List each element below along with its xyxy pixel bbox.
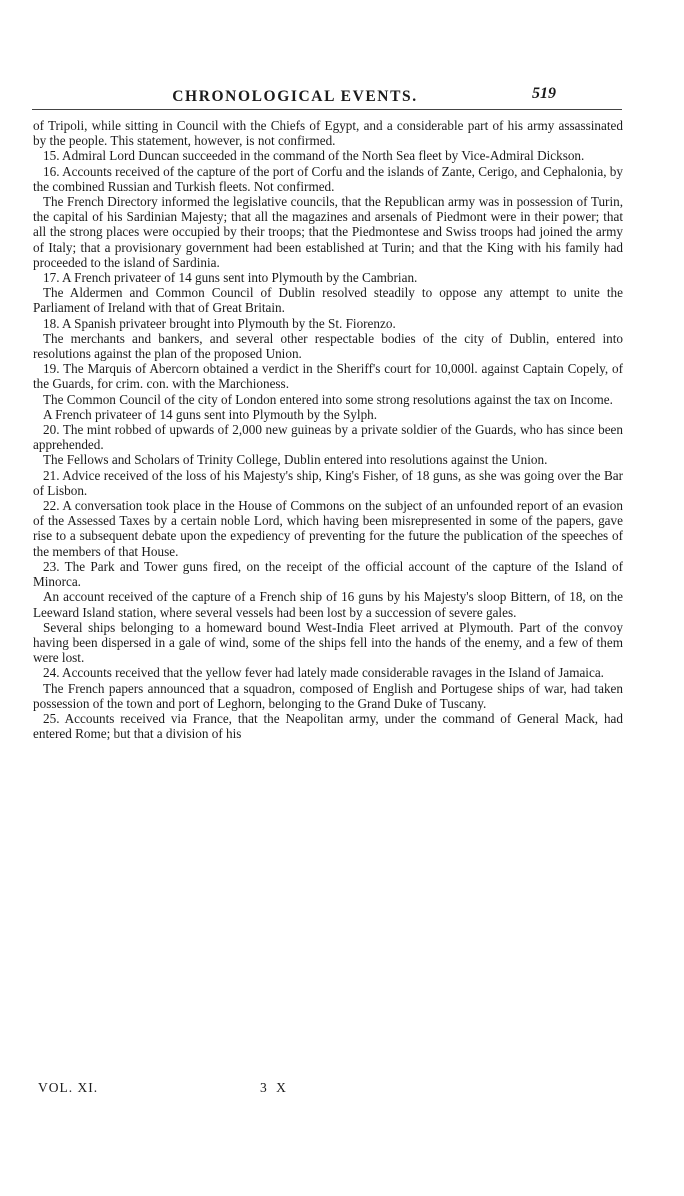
paragraph: 22. A conversation took place in the House of Commons on the subject of an unfounded report of an evasion of the Assessed Taxes by a certain noble Lord, which having been misrepresented in some of the papers, gave rise to a subsequent debate upon the expediency of preventing for the future the publication of the speeches of the members of that House. [33,498,623,559]
paragraph: of Tripoli, while sitting in Council with the Chiefs of Egypt, and a considerable part of his army assassinated by the people. This statement, however, is not confirmed. [33,118,623,149]
paragraph: The Fellows and Scholars of Trinity College, Dublin entered into resolutions against the Union. [43,452,548,468]
paragraph: 20. The mint robbed of upwards of 2,000 new guineas by a private soldier of the Guards, who has since been apprehended. [33,422,623,453]
running-header-title: CHRONOLOGICAL EVENTS. [172,88,418,105]
signature-mark: 3 X [260,1080,289,1095]
paragraph: An account received of the capture of a French ship of 16 guns by his Majesty's sloop Bittern, of 18, on the Leeward Island station, where several vessels had been lost by a succession of severe gales. [33,589,623,620]
paragraph: The French Directory informed the legislative councils, that the Republican army was in possession of Turin, the capital of his Sardinian Majesty; that all the magazines and arsenals of Piedmont were in their power; that all the strong places were occupied by their troops; that the Piedmontese and Swiss troops had joined the army of Italy; that a provisionary government had been established at Turin; and that the King with his family had proceeded to the island of Sardinia. [33,194,623,270]
volume-label: VOL. XI. [38,1080,99,1095]
paragraph: 25. Accounts received via France, that the Neapolitan army, under the command of General Mack, had entered Rome; but that a division of his [33,710,623,742]
paragraph: The Aldermen and Common Council of Dublin resolved steadily to oppose any attempt to unite the Parliament of Ireland with that of Great Britain. [33,285,623,316]
paragraph: 21. Advice received of the loss of his Majesty's ship, King's Fisher, of 18 guns, as she was going over the Bar of Lisbon. [33,467,623,498]
paragraph: 23. The Park and Tower guns fired, on the receipt of the official account of the capture of the Island of Minorca. [33,558,623,590]
paragraph: 19. The Marquis of Abercorn obtained a verdict in the Sheriff's court for 10,000l. against Captain Copely, of the Guards, for crim. con. with the Marchioness. [33,361,623,392]
body-text [33,118,623,741]
paragraph: 17. A French privateer of 14 guns sent into Plymouth by the Cambrian. [43,270,418,286]
paragraph: 24. Accounts received that the yellow fever had lately made considerable ravages in the Island of Jamaica. [43,665,604,681]
header-rule [32,109,622,110]
paragraph: 18. A Spanish privateer brought into Plymouth by the St. Fiorenzo. [43,315,396,331]
paragraph: The merchants and bankers, and several other respectable bodies of the city of Dublin, entered into resolutions against the plan of the proposed Union. [33,330,623,362]
page-number: 519 [532,85,556,102]
paragraph: 16. Accounts received of the capture of the port of Corfu and the islands of Zante, Cerigo, and Cephalonia, by the combined Russian and Turkish fleets. Not confirmed. [33,163,623,194]
paragraph: A French privateer of 14 guns sent into Plymouth by the Sylph. [43,406,378,422]
paragraph: The Common Council of the city of London entered into some strong resolutions against the tax on Income. [43,391,613,407]
paragraph: Several ships belonging to a homeward bound West-India Fleet arrived at Plymouth. Part of the convoy having been dispersed in a gale of wind, some of the ships fell into the hands of the enemy, and a few of them were lost. [33,619,623,666]
paragraph: The French papers announced that a squadron, composed of English and Portugese ships of war, had taken possession of the town and port of Leghorn, belonging to the Grand Duke of Tuscany. [33,680,623,711]
paragraph: 15. Admiral Lord Duncan succeeded in the command of the North Sea fleet by Vice-Admiral Dickson. [43,148,585,164]
